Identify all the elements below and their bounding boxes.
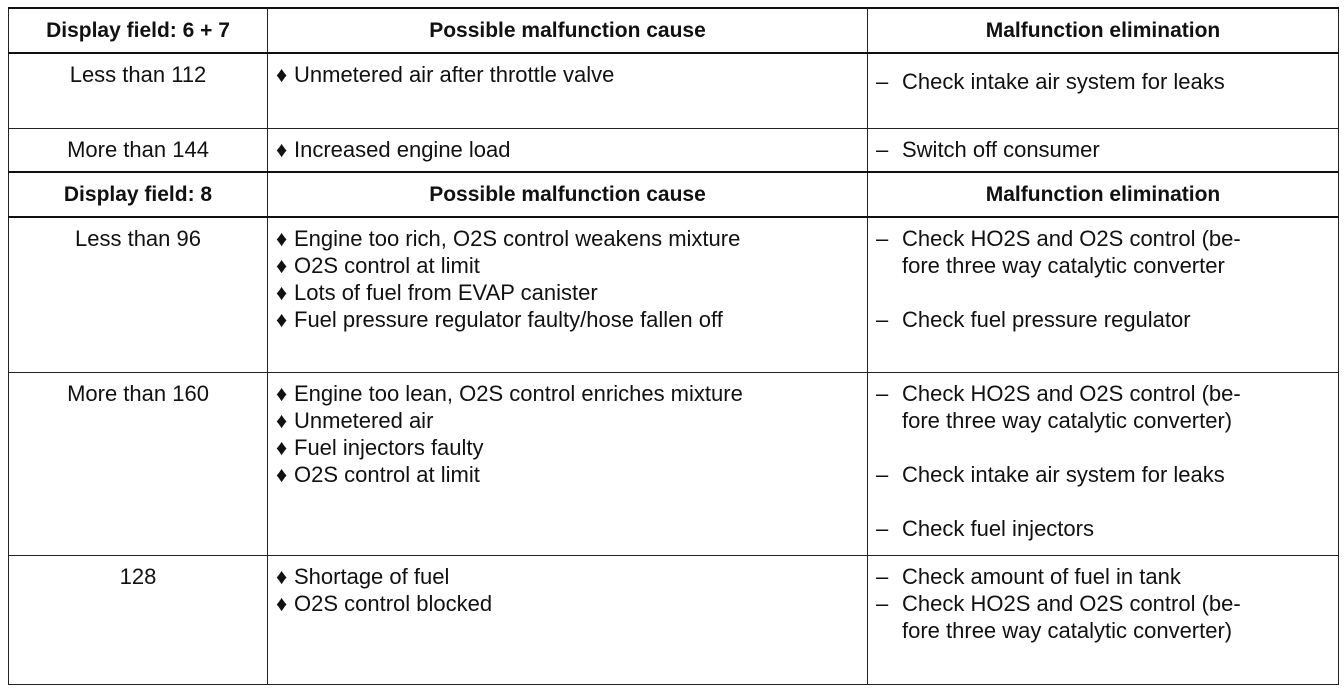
table-row xyxy=(9,555,1339,684)
cause-cell xyxy=(268,555,868,684)
display-value-cell: More than 160 xyxy=(9,372,268,555)
cause-item: ♦ Unmetered air xyxy=(276,407,434,433)
header-display-field: Display field: 6 + 7 xyxy=(9,8,268,53)
display-value-cell: Less than 96 xyxy=(9,217,268,372)
elimination-item: – Check amount of fuel in tank xyxy=(876,563,1181,589)
cause-cell xyxy=(268,372,868,555)
table-row xyxy=(9,372,1339,555)
cause-item: ♦ O2S control at limit xyxy=(276,253,480,278)
dash-icon: – xyxy=(876,307,889,332)
cause-item: ♦ Increased engine load xyxy=(276,136,511,162)
elimination-item: – Check intake air system for leaks xyxy=(876,69,1225,94)
cause-item: ♦ Fuel injectors faulty xyxy=(276,434,484,460)
table-row xyxy=(9,217,1339,372)
table-header-row xyxy=(9,172,1339,217)
bullet-icon: ♦ xyxy=(276,590,288,616)
header-possible-cause: Possible malfunction cause xyxy=(268,172,868,217)
bullet-icon: ♦ xyxy=(276,563,288,589)
table-row xyxy=(9,53,1339,128)
elimination-cell xyxy=(868,128,1339,172)
dash-icon: – xyxy=(876,590,889,616)
bullet-icon: ♦ xyxy=(276,62,288,87)
display-value-cell: 128 xyxy=(9,555,268,684)
header-possible-cause: Possible malfunction cause xyxy=(268,8,868,53)
elimination-item: – Check HO2S and O2S control (be- xyxy=(876,380,1241,406)
elimination-item: – Check fuel injectors xyxy=(876,515,1094,541)
elimination-cell xyxy=(868,372,1339,555)
cause-item: ♦ Fuel pressure regulator faulty/hose fallen off xyxy=(276,307,723,332)
cause-item: ♦ Engine too lean, O2S control enriches mixture xyxy=(276,380,743,406)
cause-cell xyxy=(268,53,868,128)
dash-icon: – xyxy=(876,69,889,94)
dash-icon: – xyxy=(876,136,889,162)
bullet-icon: ♦ xyxy=(276,461,288,487)
cause-item: ♦ Lots of fuel from EVAP canister xyxy=(276,280,598,305)
bullet-icon: ♦ xyxy=(276,136,288,162)
elimination-item-continued: fore three way catalytic converter) xyxy=(902,617,1233,643)
dash-icon: – xyxy=(876,226,889,251)
cause-item: ♦ Engine too rich, O2S control weakens mixture xyxy=(276,226,741,251)
display-value-cell: More than 144 xyxy=(9,128,268,172)
cause-item: ♦ Unmetered air after throttle valve xyxy=(276,62,615,87)
dash-icon: – xyxy=(876,563,889,589)
table-row xyxy=(9,128,1339,172)
cause-item: ♦ O2S control blocked xyxy=(276,590,493,616)
elimination-item: – Check fuel pressure regulator xyxy=(876,307,1191,332)
table-header-row xyxy=(9,8,1339,53)
header-elimination: Malfunction elimination xyxy=(868,172,1339,217)
elimination-item: – Check HO2S and O2S control (be- xyxy=(876,590,1241,616)
dash-icon: – xyxy=(876,515,889,541)
elimination-cell xyxy=(868,53,1339,128)
header-display-field: Display field: 8 xyxy=(9,172,268,217)
bullet-icon: ♦ xyxy=(276,380,288,406)
bullet-icon: ♦ xyxy=(276,226,288,251)
cause-cell xyxy=(268,128,868,172)
cause-cell xyxy=(268,217,868,372)
display-value-cell: Less than 112 xyxy=(9,53,268,128)
dash-icon: – xyxy=(876,380,889,406)
elimination-item: – Check intake air system for leaks xyxy=(876,461,1225,487)
diagnosis-table xyxy=(8,7,1339,685)
bullet-icon: ♦ xyxy=(276,280,288,305)
elimination-item-continued: fore three way catalytic converter xyxy=(902,253,1225,278)
elimination-item-continued: fore three way catalytic converter) xyxy=(902,407,1233,433)
cause-item: ♦ Shortage of fuel xyxy=(276,563,450,589)
bullet-icon: ♦ xyxy=(276,307,288,332)
bullet-icon: ♦ xyxy=(276,434,288,460)
elimination-cell xyxy=(868,555,1339,684)
dash-icon: – xyxy=(876,461,889,487)
elimination-item: – Switch off consumer xyxy=(876,136,1100,162)
bullet-icon: ♦ xyxy=(276,253,288,278)
elimination-item: – Check HO2S and O2S control (be- xyxy=(876,226,1241,251)
elimination-cell xyxy=(868,217,1339,372)
bullet-icon: ♦ xyxy=(276,407,288,433)
cause-item: ♦ O2S control at limit xyxy=(276,461,480,487)
header-elimination: Malfunction elimination xyxy=(868,8,1339,53)
